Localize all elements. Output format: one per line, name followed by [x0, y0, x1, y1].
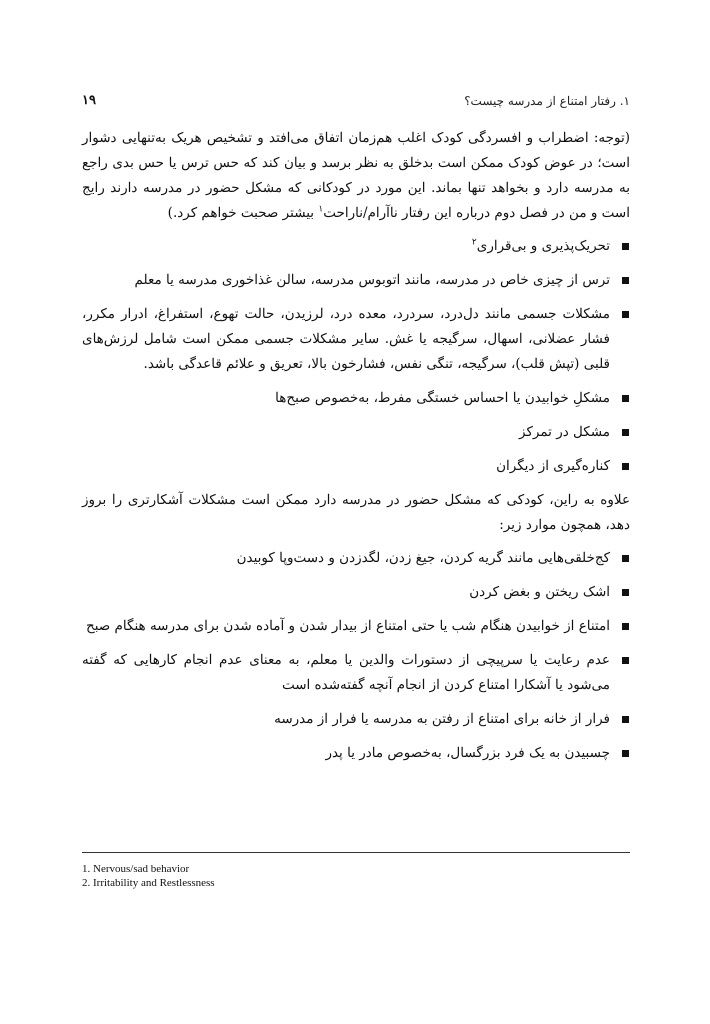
footnote-ref-1: ۱ [318, 204, 324, 215]
list-item: امتناع از خوابیدن هنگام شب یا حتی امتناع از بیدار شدن و آماده شدن برای مدرسه هنگام صبح [82, 614, 630, 639]
transition-paragraph: علاوه به راین، کودکی که مشکل حضور در مدرسه دارد ممکن است مشکلات آشکارتری را بروز دهد، همچون موارد زیر: [82, 492, 630, 533]
footnote-divider [82, 852, 630, 853]
page-header [82, 92, 630, 114]
footnote-2: 2. Irritability and Restlessness [82, 877, 215, 889]
bullet-square-icon [622, 463, 629, 470]
intro-text: (توجه: اضطراب و افسردگی کودک اغلب هم‌زمان اتفاق می‌افتد و تشخیص هریک به‌تنهایی دشوار است؛ در عوض کودک ممکن است بدخلق به نظر برسد و بیان کند که حس ترس یا حس بدی راجع به مدرسه دارد و بخواهد تنها بماند. این مورد در کودکانی که مشکل حضور در مدرسه دارند رایج است و من در فصل دوم درباره این رفتار ناآرام/ناراحت [82, 130, 630, 221]
page-number: ۱۹ [82, 93, 96, 108]
list-item: مشکل در تمرکز [82, 420, 630, 445]
list-item: اشک ریختن و بغض کردن [82, 580, 630, 605]
bullet-square-icon [622, 657, 629, 664]
bullet-square-icon [622, 429, 629, 436]
list-item: کج‌خلقی‌هایی مانند گریه کردن، جیغ زدن، لگدزدن و دست‌وپا کوبیدن [82, 546, 630, 571]
bullet-square-icon [622, 589, 629, 596]
bullet-square-icon [622, 555, 629, 562]
list-item: کناره‌گیری از دیگران [82, 454, 630, 479]
bullet-square-icon [622, 716, 629, 723]
footnotes [82, 862, 215, 890]
list-item: مشکلات جسمی مانند دل‌درد، سردرد، معده درد، لرزیدن، حالت تهوع، استفراغ، ادرار مکرر، فشار عضلانی، اسهال، سرگیجه یا غش. سایر مشکلات جسمی ممکن است شامل لرزش‌های قلبی (تپش قلب)، سرگیجه، تنگی نفس، فشارخون بالا، تعریق و علائم قاعدگی باشد. [82, 302, 630, 377]
running-title: ۱. رفتار امتناع از مدرسه چیست؟ [464, 94, 630, 108]
list-item: عدم رعایت یا سرپیچی از دستورات والدین یا معلم، به معنای عدم انجام کارهایی که گفته می‌شود یا آشکارا امتناع کردن از انجام آنچه گفته‌شده است [82, 648, 630, 698]
bullet-square-icon [622, 277, 629, 284]
intro-text-end: بیشتر صحبت خواهم کرد.) [167, 205, 319, 221]
behavior-list [82, 546, 630, 766]
list-item: تحریک‌پذیری و بی‌قراری$^۲$ [82, 234, 630, 259]
footnote-1: 1. Nervous/sad behavior [82, 863, 190, 875]
list-item: فرار از خانه برای امتناع از رفتن به مدرسه یا فرار از مدرسه [82, 707, 630, 732]
bullet-square-icon [622, 395, 629, 402]
intro-paragraph [82, 126, 630, 226]
list-item: چسبیدن به یک فرد بزرگسال، به‌خصوص مادر یا پدر [82, 741, 630, 766]
list-item: مشکلِ خوابیدن یا احساس خستگی مفرط، به‌خصوص صبح‌ها [82, 386, 630, 411]
footnote-ref-2: ۲ [471, 237, 477, 248]
bullet-square-icon [622, 311, 629, 318]
bullet-square-icon [622, 243, 629, 250]
symptom-list [82, 234, 630, 479]
list-item: ترس از چیزی خاص در مدرسه، مانند اتوبوس مدرسه، سالن غذاخوری مدرسه یا معلم [82, 268, 630, 293]
bullet-square-icon [622, 750, 629, 757]
page-body [82, 126, 630, 775]
bullet-square-icon [622, 623, 629, 630]
